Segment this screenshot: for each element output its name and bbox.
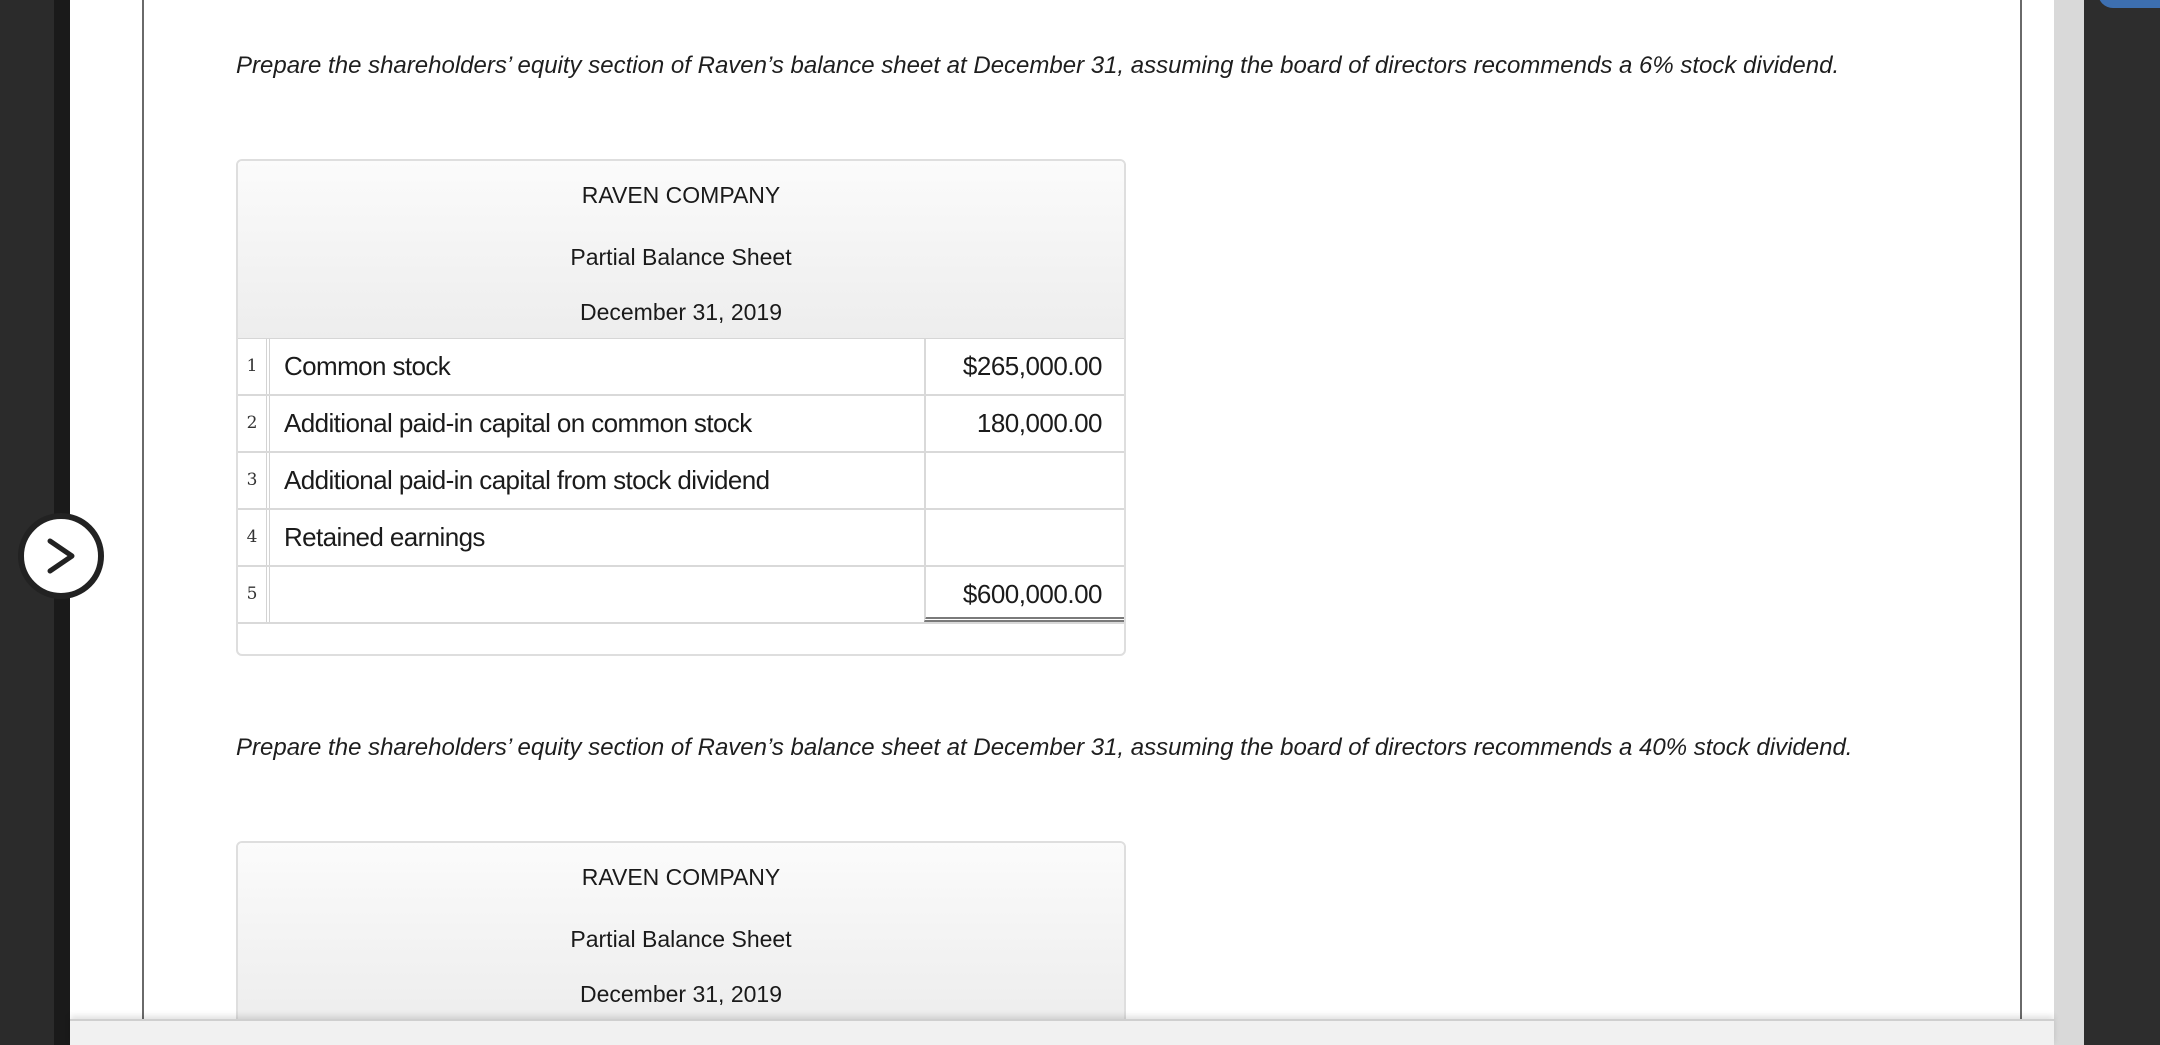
bottom-toolbar [70,1019,2054,1045]
expand-panel-button[interactable] [18,513,104,599]
table-row [238,339,1124,396]
balance-sheet-header [238,161,1124,339]
balance-sheet-6-percent [236,159,1126,656]
company-name: RAVEN COMPANY [581,864,781,890]
chevron-right-icon [44,537,78,575]
amount-input[interactable] [924,510,1124,565]
question-prompt-6-percent: Prepare the shareholders’ equity section of Raven’s balance sheet at December 31, assuming the board of directors recommends a 6% stock dividend. [236,52,1840,79]
row-number: 2 [238,396,270,451]
question-prompt-40-percent: Prepare the shareholders’ equity section of Raven’s balance sheet at December 31, assuming the board of directors recommends a 40% stock dividend. [236,734,1853,761]
question-panel [142,0,2022,1045]
row-number: 3 [238,453,270,508]
total-amount-input[interactable]: $600,000.00 [924,567,1124,622]
account-name-input[interactable]: Additional paid-in capital from stock dividend [284,465,770,495]
assignment-page [70,0,2054,1045]
row-number: 1 [238,339,270,394]
sheet-title: Partial Balance Sheet [570,926,792,952]
sheet-title: Partial Balance Sheet [570,244,792,270]
balance-sheet-header [238,843,1124,1021]
amount-input[interactable]: $265,000.00 [924,339,1124,394]
table-row-total [238,567,1124,624]
table-row [238,510,1124,567]
right-scroll-track[interactable] [2054,0,2084,1045]
corner-badge[interactable] [2098,0,2160,8]
table-row [238,396,1124,453]
table-row [238,453,1124,510]
right-bezel [2084,0,2160,1045]
sheet-date: December 31, 2019 [579,981,782,1007]
amount-input[interactable] [924,453,1124,508]
sheet-date: December 31, 2019 [579,299,782,325]
row-number: 4 [238,510,270,565]
row-number: 5 [238,567,270,622]
balance-sheet-40-percent [236,841,1126,1045]
account-name-input[interactable]: Retained earnings [284,522,485,552]
amount-input[interactable]: 180,000.00 [924,396,1124,451]
account-name-input[interactable] [274,567,920,622]
account-name-input[interactable]: Additional paid-in capital on common stock [284,408,752,438]
balance-sheet-rows [238,339,1124,624]
account-name-input[interactable]: Common stock [284,351,451,381]
company-name: RAVEN COMPANY [581,182,781,208]
